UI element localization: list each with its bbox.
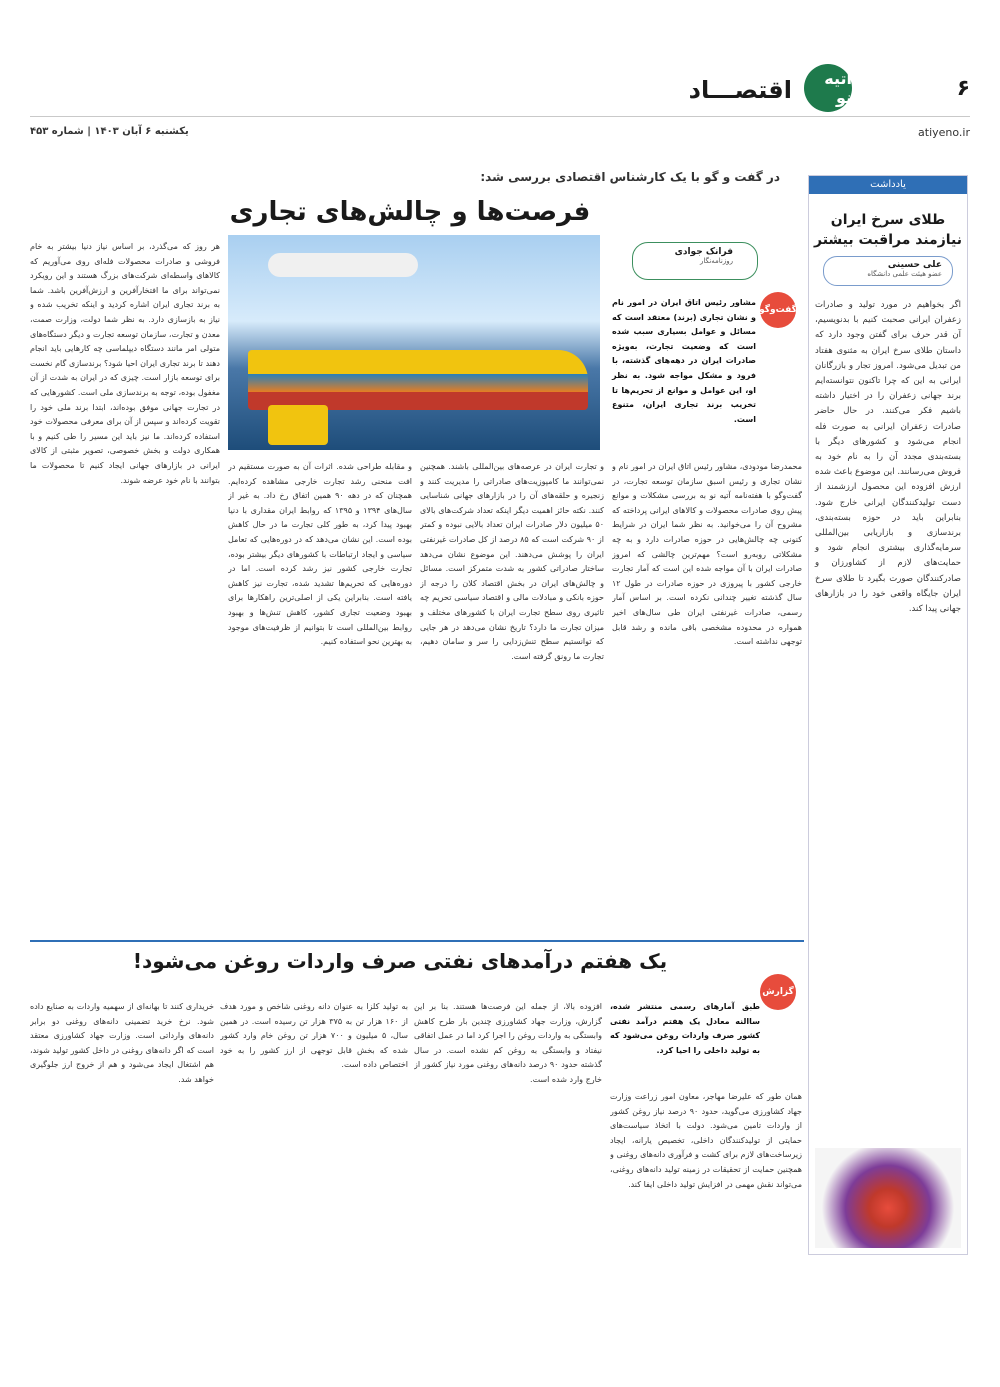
sidebar-author-name: علی حسینی bbox=[887, 260, 942, 270]
article-headline: فرصت‌ها و چالش‌های تجاری bbox=[229, 197, 591, 227]
site-url[interactable]: atiyeno.ir bbox=[918, 126, 970, 139]
article-col-2: و تجارت ایران در عرصه‌های بین‌المللی باشند. همچنین نمی‌توانند ما کامپوزیت‌های صادراتی را مدیریت کنند و زنجیره و حلقه‌های آن را در بازارهای جهانی شناسایی کنند. نکته حائز اهمیت دیگر اینکه تعداد شرکت‌های بالای ۵۰ میلیون دلار صادرات ایران تعداد بالایی نبوده و کمتر از ۹۰ شرکت است که ۸۵ درصد از کل صادرات غیرنفتی ایران را پوشش می‌دهند. این موضوع نشان می‌دهد ساختار صادراتی کشور به شدت متمرکز است. مسائل و چالش‌های ایران در بخش اقتصاد کلان را درجه از حوزه بانکی و مبادلات مالی و اقتصاد سیاسی تحریم چه تاثیری روی سطح تجارت ایران با کشورهای مختلف و میزان تجارت ما دارد؟ تاریخ نشان می‌دهد در هر جایی که توانستیم سطح تنش‌زدایی را سر و سامان دهیم، تجارت ما رونق گرفته است. bbox=[420, 462, 604, 661]
news-col-2: افزوده بالا، از جمله این فرصت‌ها هستند. بنا بر این گزارش، وزارت جهاد کشاورزی چندین بار طرح کاهش وابستگی به واردات روغن را اجرا کرد اما در عمل اتفاقی نیفتاد و وابستگی به روغن کم نشده است. در سال گذشته حدود ۹۰ درصد دانه‌های روغنی مورد نیاز کشور از خارج وارد شده است. bbox=[414, 1002, 602, 1084]
truck-shape bbox=[268, 405, 328, 445]
article-author-role: روزنامه‌نگار bbox=[699, 257, 733, 265]
news-col-3: به تولید کلزا به عنوان دانه روغنی شاخص و مورد هدف از ۱۶۰ هزار تن به ۳۷۵ هزار تن رسیده است. در همین سال، ۵ میلیون و ۷۰۰ هزار تن روغن خام وارد کشور شده که بخش قابل توجهی از ارز کشور را به خود اختصاص داده است. bbox=[220, 1002, 408, 1070]
article-col-4: هر روز که می‌گذرد، بر اساس نیاز دنیا بیشتر به خام فروشی و صادرات محصولات فله‌ای روی می‌آوریم که کالاهای واسطه‌ای شرکت‌های بزرگ هستند و این رویکرد نمی‌تواند برای ما افتخارآفرین و ارزش‌آفرین باشد. شما به برند تجاری ایران اشاره کردید و اینکه تخریب شده و نیاز به بازسازی دارد. به نظر شما دولت، وزارت صمت، معدن و تجارت، سازمان توسعه تجارت و دیگر دستگاه‌های متولی امر مانند دستگاه دیپلماسی چه کارهایی باید انجام دهند تا برند تجاری ایران احیا شود؟ برندسازی گام نخست برای توسعه بازار است. چیزی که در ایران به شدت از آن مغفول بوده، توجه به برندسازی ملی است. کشورهایی که در تجارت جهانی موفق بوده‌اند، ابتدا برند ملی خود را تقویت کرده‌اند و سپس از آن برای معرفی محصولات خود استفاده کرده‌اند. ما نیز باید این مسیر را طی کنیم و با همکاری دولت و بخش خصوصی، تصویر مثبتی از کالای ایرانی در بازارهای جهانی ایجاد کنیم تا محصولات ما بتوانند با نام خود عرضه شوند. bbox=[30, 242, 220, 485]
opinion-sidebar bbox=[808, 175, 968, 1255]
header-divider bbox=[30, 116, 970, 117]
article-author-name: فرانک جوادی bbox=[674, 247, 733, 257]
issue-dateline: یکشنبه ۶ آبان ۱۴۰۳ | شماره ۴۵۳ bbox=[30, 126, 189, 137]
news-lead: طبق آمارهای رسمی منتشر شده، ساالنه معادل یک هفتم درآمد نفتی کشور صرف واردات روغن می‌شود که به تولید داخلی را احیا کرد. bbox=[610, 1002, 760, 1055]
interview-badge: گفت‌وگو bbox=[760, 292, 796, 328]
article-author bbox=[632, 242, 758, 280]
sidebar-author bbox=[823, 256, 953, 286]
plane-shape bbox=[268, 253, 418, 277]
section-title: اقتصـــاد bbox=[688, 76, 792, 104]
sidebar-author-role: عضو هیئت علمی دانشگاه bbox=[867, 270, 942, 278]
news-col-1: همان طور که علیرضا مهاجر، معاون امور زراعت وزارت جهاد کشاورزی می‌گوید، حدود ۹۰ درصد نیاز روغن کشور از واردات تامین می‌شود. دولت با اتخاذ سیاست‌های حمایتی از تولیدکنندگان داخلی، تخصیص یارانه، ایجاد زیرساخت‌های لازم برای کشت و فرآوری دانه‌های روغنی و همچنین حمایت از تحقیقات در زمینه تولید دانه‌های روغنی، می‌تواند نقش مهمی در افزایش تولید داخلی ایفا کند. bbox=[610, 1092, 802, 1189]
page-header bbox=[30, 62, 970, 142]
sidebar-title: طلای سرخ ایران نیازمند مراقبت بیشتر bbox=[813, 212, 963, 248]
publication-logo: آتیه نو bbox=[804, 64, 852, 112]
cargo-ship-shape bbox=[248, 350, 588, 410]
saffron-image bbox=[815, 1148, 961, 1248]
news-col-4: خریداری کنند تا بهانه‌ای از سهمیه واردات به صنایع داده شود. نرخ خرید تضمینی دانه‌های روغنی دو برابر دانه‌های وارداتی است. وزارت جهاد کشاورزی معتقد است که اگر دانه‌های روغنی در داخل کشور تولید شوند، هم اشتغال ایجاد می‌شود و هم از خروج ارز جلوگیری خواهد شد. bbox=[30, 1002, 214, 1084]
article-col-3: و مقابله طراحی شده. اثرات آن به صورت مستقیم در افت منحنی رشد تجارت خارجی مشاهده کرده‌ایم. همچنان که در دهه ۹۰ همین اتفاق رخ داد. به غیر از سال‌های ۱۳۹۴ و ۱۳۹۵ که روابط ایران مقداری با دنیا بهبود پیدا کرد، به طور کلی تجارت ما در حال کاهش بوده است. این نشان می‌دهد که در دوره‌هایی که تعامل سیاسی و ایجاد ارتباطات با کشورهای دیگر بیشتر بوده، تجارت خارجی کشور نیز رشد کرده است. اما در دوره‌هایی که تحریم‌ها تشدید شده، تجارت نیز کاهش یافته است. بنابراین یکی از اصلی‌ترین راهکارها برای بهبود وضعیت تجاری کشور، کاهش تنش‌ها و بهبود روابط بین‌المللی است تا بتوانیم از ظرفیت‌های موجود به بهترین نحو استفاده کنیم. bbox=[228, 462, 412, 647]
sidebar-tag: یادداشت bbox=[809, 176, 967, 194]
article-lead: مشاور رئیس اتاق ایران در امور نام و نشان تجاری (برند) معتقد است که مسائل و عوامل بسیاری سبب شده است که وضعیت تجارت، به‌ویژه صادرات ایران در دهه‌های گذشته، با فرود و مشکل مواجه شود. به نظر او، این عوامل و موانع از تحریم‌ها تا تخریب برند تجاری ایران، متنوع است. bbox=[612, 298, 756, 424]
article-col-1: محمدرضا مودودی، مشاور رئیس اتاق ایران در امور نام و نشان تجاری و رئیس اسبق سازمان توسعه تجارت، در گفت‌وگو با هفته‌نامه آتیه نو به بررسی مشکلات و موانع پیش روی صادرات محصولات و کالاهای ایرانی پرداخته که مشروح آن را می‌خوانید. به نظر شما ایران در شرایط کنونی چه چالش‌هایی در حوزه صادرات دارد و به چه مشکلاتی روبه‌رو است؟ مهم‌ترین چالشی که امروز صادرات ایران با آن مواجه شده این است که آمار تجارت خارجی کشور با پیروزی در حوزه صادرات در طول ۱۲ سال گذشته تغییر چندانی نکرده است. بر اساس آمار رسمی، صادرات غیرنفتی ایران طی سال‌های اخیر همواره در محدوده مشخصی باقی مانده و رشد قابل توجهی نداشته است. bbox=[612, 462, 802, 647]
section-divider bbox=[30, 940, 804, 942]
sidebar-body: اگر بخواهیم در مورد تولید و صادرات زعفران ایرانی صحبت کنیم با بدنویسیم، آن قدر حرف برای گفتن وجود دارد که داستان طلای سرخ ایران به مثنوی هفتاد من تبدیل می‌شود. امروز تجار و بازرگانان ایرانی به این که چرا تاکنون نتوانسته‌ایم برند جهانی زعفران را در اختیار داشته باشیم فکر می‌کنند. در حال حاضر صادرات زعفران ایرانی به صورت فله انجام می‌شود و کشورهای دیگر با بسته‌بندی مجدد آن را به نام خود به فروش می‌رسانند. این موضوع باعث شده ارزش افزوده این محصول ارزشمند از دست تولیدکنندگان ایرانی خارج شود. بنابراین باید در حوزه بسته‌بندی، برندسازی و بازاریابی بین‌المللی سرمایه‌گذاری بیشتری انجام شود و حمایت‌های لازم از کشاورزان و صادرکنندگان صورت بگیرد تا طلای سرخ ایران جایگاه واقعی خود را در بازارهای جهانی پیدا کند. bbox=[815, 300, 961, 615]
article-kicker: در گفت و گو با یک کارشناس اقتصادی بررسی شد: bbox=[480, 170, 780, 184]
trade-photo bbox=[228, 235, 600, 450]
report-badge: گزارش bbox=[760, 974, 796, 1010]
news-headline: یک هفتم درآمدهای نفتی صرف واردات روغن می‌شود! bbox=[132, 949, 668, 973]
page-number: ۶ bbox=[956, 76, 970, 101]
